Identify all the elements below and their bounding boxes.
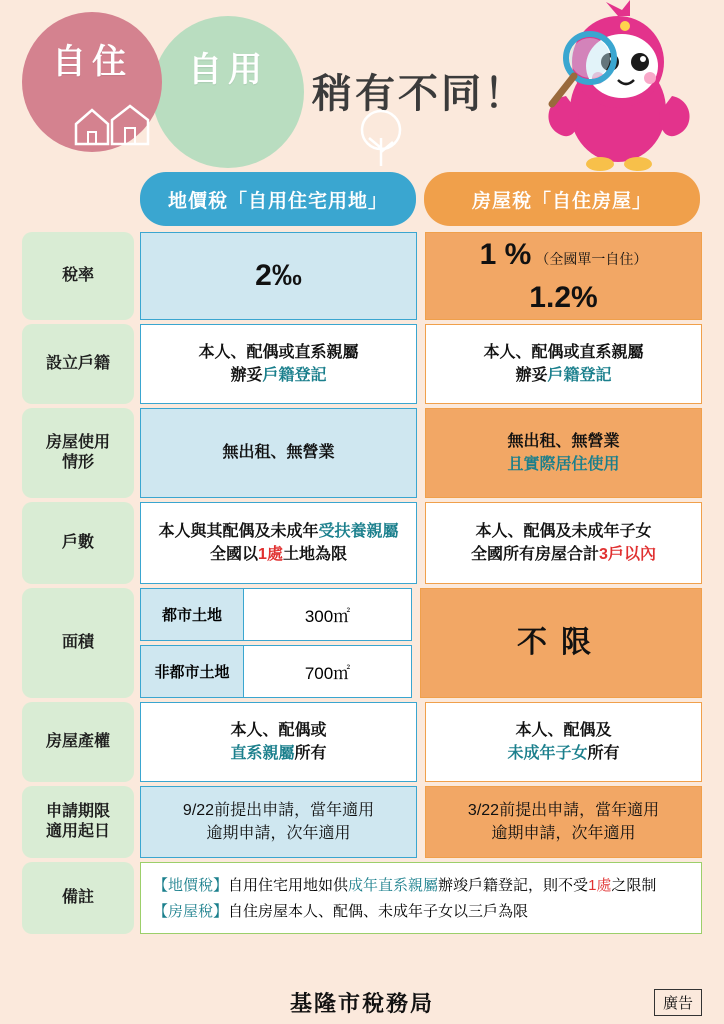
house-usage-line2: 且實際居住使用 bbox=[507, 456, 620, 473]
badge-self-use bbox=[152, 16, 304, 168]
area-value-nonurban: 700㎡ bbox=[244, 645, 412, 698]
house-tax-rate-note: （全國單一自住） bbox=[535, 250, 648, 267]
land-count-line2-b: 1處 bbox=[258, 546, 283, 563]
table-row bbox=[22, 324, 702, 404]
land-ownership-line2-b: 所有 bbox=[294, 745, 327, 762]
row-label-application-deadline bbox=[22, 786, 134, 858]
row-label-house-usage bbox=[22, 408, 134, 498]
cell-house-ownership bbox=[425, 702, 702, 782]
house-deadline-line1: 3/22前提出申請，當年適用 bbox=[467, 801, 660, 819]
remark-line1-c: 成年直系親屬 bbox=[348, 877, 439, 894]
house-area-value: 不限 bbox=[517, 626, 605, 660]
remark-line1-f: 之限制 bbox=[611, 877, 657, 894]
cell-land-application-deadline bbox=[140, 786, 417, 858]
cell-house-application-deadline bbox=[425, 786, 702, 858]
land-deadline-line1: 9/22前提出申請，當年適用 bbox=[182, 801, 375, 819]
tree-icon bbox=[354, 108, 408, 170]
organization-name: 基隆市稅務局 bbox=[289, 991, 434, 1016]
badge-self-residence-label: 自住 bbox=[52, 43, 132, 81]
house-tax-rate-value-2: 1.2% bbox=[529, 281, 598, 314]
remark-line1-d: 辦竣戶籍登記，則不受 bbox=[438, 877, 589, 894]
house-registration-line1: 本人、配偶或直系親屬 bbox=[483, 343, 644, 361]
mascot-icon bbox=[526, 0, 706, 176]
house-usage-line1: 無出租、無營業 bbox=[507, 432, 620, 450]
house-count-line2-b: 3戶以內 bbox=[599, 546, 656, 563]
cell-house-household-count bbox=[425, 502, 702, 584]
cell-land-household-count bbox=[140, 502, 417, 584]
remark-line1-e: 1處 bbox=[588, 877, 612, 894]
area-key-nonurban: 非都市土地 bbox=[140, 645, 244, 698]
column-headers bbox=[140, 172, 700, 226]
cell-land-house-usage bbox=[140, 408, 417, 498]
land-count-line2-a: 全國以 bbox=[210, 546, 259, 563]
cell-house-tax-rate bbox=[425, 232, 702, 320]
land-count-line2-c: 土地為限 bbox=[282, 546, 347, 563]
cell-land-tax-rate bbox=[140, 232, 417, 320]
house-registration-line2-a: 辦妥 bbox=[515, 367, 548, 384]
cell-house-area bbox=[420, 588, 702, 698]
land-registration-line1: 本人、配偶或直系親屬 bbox=[198, 343, 359, 361]
table-row bbox=[22, 702, 702, 782]
row-label-tax-rate: 稅率 bbox=[22, 232, 134, 320]
row-label-house-usage-line2: 情形 bbox=[61, 454, 94, 471]
remark-line1-b: 自用住宅用地如供 bbox=[228, 877, 349, 894]
house-ownership-line1: 本人、配偶及 bbox=[515, 721, 612, 739]
area-key-urban: 都市土地 bbox=[140, 588, 244, 641]
house-deadline-line2: 逾期申請，次年適用 bbox=[491, 825, 636, 842]
area-value-urban: 300㎡ bbox=[244, 588, 412, 641]
land-usage-line1: 無出租、無營業 bbox=[222, 444, 335, 462]
house-tax-rate-value-1: 1 % bbox=[479, 237, 532, 271]
cell-house-house-usage bbox=[425, 408, 702, 498]
page-title: 稍有不同！ bbox=[312, 71, 527, 116]
house-count-line2-a: 全國所有房屋合計 bbox=[471, 546, 600, 563]
advertisement-badge: 廣告 bbox=[654, 989, 702, 1016]
row-label-ownership: 房屋產權 bbox=[22, 702, 134, 782]
badge-self-use-label: 自用 bbox=[188, 51, 268, 89]
remark-line2-a: 【房屋稅】 bbox=[153, 902, 229, 920]
land-ownership-line2-a: 直系親屬 bbox=[230, 745, 295, 762]
cell-land-ownership bbox=[140, 702, 417, 782]
row-label-area: 面積 bbox=[22, 588, 134, 698]
land-registration-line2-a: 辦妥 bbox=[230, 367, 263, 384]
house-icon bbox=[66, 98, 166, 148]
land-count-line1-a: 本人與其配偶及未成年 bbox=[158, 522, 319, 540]
comparison-table bbox=[22, 232, 702, 938]
cell-remark bbox=[140, 862, 702, 934]
table-row bbox=[22, 502, 702, 584]
cell-land-area bbox=[140, 588, 412, 698]
land-tax-rate-value: 2‰ bbox=[255, 259, 302, 293]
row-label-application-deadline-line1: 申請期限 bbox=[45, 803, 110, 820]
remark-line1-a: 【地價稅】 bbox=[153, 877, 229, 894]
table-row bbox=[22, 408, 702, 498]
row-label-house-usage-line1: 房屋使用 bbox=[45, 434, 110, 451]
house-ownership-line2-b: 所有 bbox=[587, 745, 620, 762]
poster-header bbox=[0, 0, 724, 168]
row-label-household-registration: 設立戶籍 bbox=[22, 324, 134, 404]
cell-house-household-registration bbox=[425, 324, 702, 404]
cell-land-household-registration bbox=[140, 324, 417, 404]
column-header-land-tax: 地價稅「自用住宅用地」 bbox=[140, 172, 416, 226]
table-row bbox=[22, 588, 702, 698]
footer bbox=[0, 987, 724, 1018]
remark-line2-b: 自住房屋本人、配偶、未成年子女以三戶為限 bbox=[228, 902, 529, 920]
table-row bbox=[22, 786, 702, 858]
land-registration-line2-b: 戶籍登記 bbox=[262, 367, 327, 384]
house-count-line1: 本人、配偶及未成年子女 bbox=[475, 522, 652, 540]
row-label-remark: 備註 bbox=[22, 862, 134, 934]
column-header-house-tax: 房屋稅「自住房屋」 bbox=[424, 172, 700, 226]
badge-self-residence bbox=[22, 12, 162, 152]
land-ownership-line1: 本人、配偶或 bbox=[230, 721, 327, 739]
house-ownership-line2-a: 未成年子女 bbox=[507, 745, 588, 762]
table-row-remark bbox=[22, 862, 702, 934]
table-row bbox=[22, 232, 702, 320]
land-deadline-line2: 逾期申請，次年適用 bbox=[206, 825, 351, 842]
row-label-household-count: 戶數 bbox=[22, 502, 134, 584]
house-registration-line2-b: 戶籍登記 bbox=[547, 367, 612, 384]
land-count-line1-b: 受扶養親屬 bbox=[318, 522, 399, 540]
row-label-application-deadline-line2: 適用起日 bbox=[45, 823, 110, 840]
